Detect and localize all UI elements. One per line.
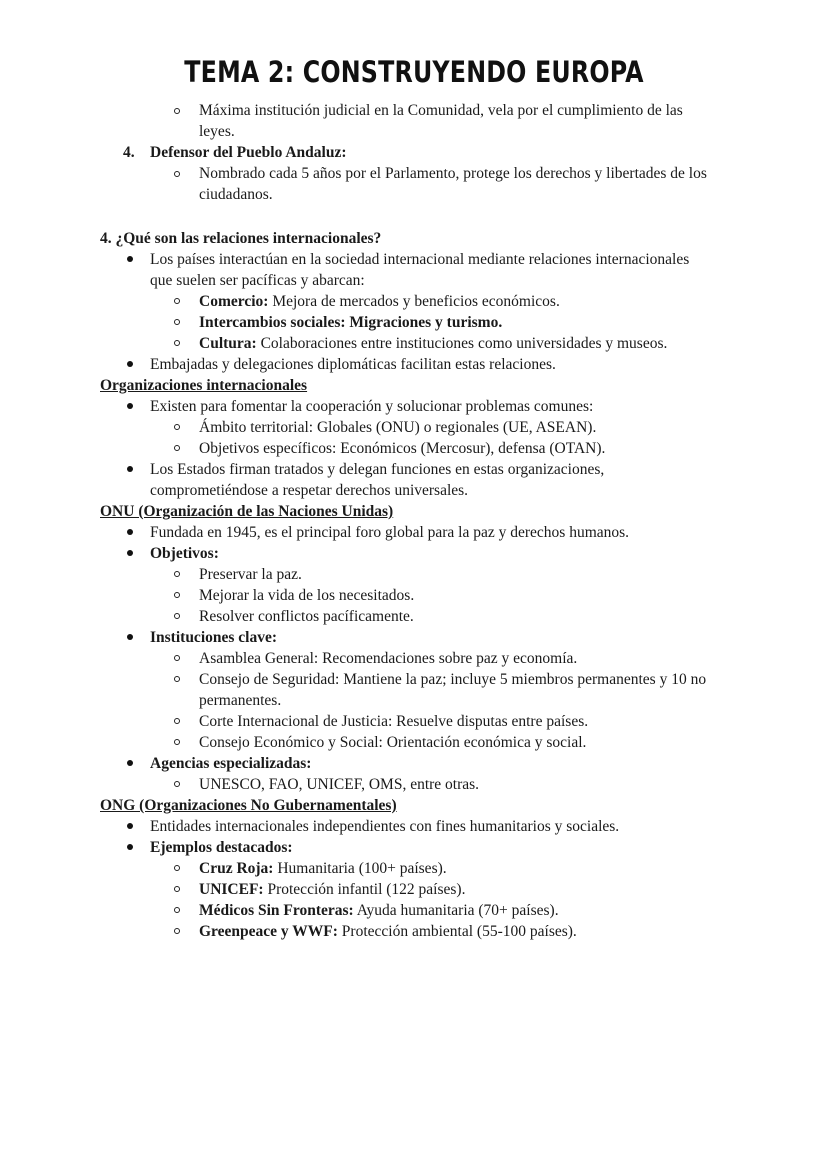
circle-bullet — [174, 718, 180, 724]
list-item-title: Agencias especializadas: — [150, 755, 312, 772]
text-line: Máxima institución judicial en la Comunidad, vela por el cumplimiento de las — [199, 102, 683, 119]
list-item — [199, 333, 667, 354]
text-line: Nombrado cada 5 años por el Parlamento, protege los derechos y libertades de los — [199, 165, 707, 182]
text-line: permanentes. — [199, 692, 282, 709]
list-item: Mejorar la vida de los necesitados. — [199, 587, 415, 604]
item-label: Cultura: — [199, 335, 257, 352]
disc-bullet — [127, 823, 133, 829]
item-text: Protección infantil (122 países). — [263, 881, 466, 898]
section-heading: ONU (Organización de las Naciones Unidas) — [100, 503, 394, 520]
list-item: Objetivos específicos: Económicos (Mercosur), defensa (OTAN). — [199, 440, 606, 457]
item-label: UNICEF: — [199, 881, 264, 898]
text-line: comprometiéndose a respetar derechos universales. — [150, 482, 469, 499]
section-heading: ONG (Organizaciones No Gubernamentales) — [100, 797, 397, 814]
text-line: Los países interactúan en la sociedad internacional mediante relaciones internacionales — [150, 251, 690, 268]
disc-bullet — [127, 256, 133, 262]
list-item: Consejo Económico y Social: Orientación económica y social. — [199, 734, 587, 751]
circle-bullet — [174, 613, 180, 619]
item-label: Cruz Roja: — [199, 860, 274, 877]
list-item-title: Ejemplos destacados: — [150, 839, 293, 856]
list-number: 4. — [123, 144, 135, 161]
disc-bullet — [127, 634, 133, 640]
page-title: TEMA 2: CONSTRUYENDO EUROPA — [184, 55, 644, 89]
list-item: Consejo de Seguridad: Mantiene la paz; incluye 5 miembros permanentes y 10 no — [199, 671, 707, 688]
text-line: Fundada en 1945, es el principal foro global para la paz y derechos humanos. — [150, 524, 630, 541]
list-item: Intercambios sociales: Migraciones y turismo. — [199, 314, 503, 331]
circle-bullet — [174, 340, 180, 346]
item-text: Colaboraciones entre instituciones como universidades y museos. — [256, 335, 668, 352]
disc-bullet — [127, 466, 133, 472]
circle-bullet — [174, 907, 180, 913]
text-line: ciudadanos. — [199, 186, 273, 203]
list-item — [199, 879, 465, 900]
list-item-title: Defensor del Pueblo Andaluz: — [150, 144, 347, 161]
circle-bullet — [174, 298, 180, 304]
circle-bullet — [174, 571, 180, 577]
circle-bullet — [174, 781, 180, 787]
circle-bullet — [174, 424, 180, 430]
circle-bullet — [174, 865, 180, 871]
list-item — [199, 291, 560, 312]
circle-bullet — [174, 886, 180, 892]
list-item-title: Objetivos: — [150, 545, 219, 562]
text-line: Embajadas y delegaciones diplomáticas facilitan estas relaciones. — [150, 356, 556, 373]
disc-bullet — [127, 844, 133, 850]
text-line: que suelen ser pacíficas y abarcan: — [150, 272, 365, 289]
disc-bullet — [127, 550, 133, 556]
item-text: Ayuda humanitaria (70+ países). — [353, 902, 559, 919]
circle-bullet — [174, 739, 180, 745]
list-item-title: Instituciones clave: — [150, 629, 278, 646]
disc-bullet — [127, 403, 133, 409]
item-label: Comercio: — [199, 293, 269, 310]
list-item: Asamblea General: Recomendaciones sobre paz y economía. — [199, 650, 578, 667]
circle-bullet — [174, 319, 180, 325]
list-item: UNESCO, FAO, UNICEF, OMS, entre otras. — [199, 776, 480, 793]
list-item — [199, 900, 559, 921]
circle-bullet — [174, 445, 180, 451]
text-line: leyes. — [199, 123, 235, 140]
circle-bullet — [174, 592, 180, 598]
list-item: Ámbito territorial: Globales (ONU) o regionales (UE, ASEAN). — [199, 419, 597, 436]
item-label: Médicos Sin Fronteras: — [199, 902, 354, 919]
item-text: Mejora de mercados y beneficios económicos. — [268, 293, 560, 310]
item-text: Humanitaria (100+ países). — [273, 860, 447, 877]
circle-bullet — [174, 928, 180, 934]
list-item — [199, 858, 447, 879]
disc-bullet — [127, 760, 133, 766]
list-item — [199, 921, 577, 942]
text-line: Entidades internacionales independientes con fines humanitarios y sociales. — [150, 818, 620, 835]
list-item: Preservar la paz. — [199, 566, 302, 583]
item-text: Protección ambiental (55-100 países). — [337, 923, 577, 940]
text-line: Los Estados firman tratados y delegan funciones en estas organizaciones, — [150, 461, 605, 478]
circle-bullet — [174, 108, 180, 114]
section-heading: Organizaciones internacionales — [100, 377, 308, 394]
item-label: Greenpeace y WWF: — [199, 923, 338, 940]
section-heading: 4. ¿Qué son las relaciones internacionales? — [100, 230, 382, 247]
disc-bullet — [127, 529, 133, 535]
text-line: Existen para fomentar la cooperación y solucionar problemas comunes: — [150, 398, 594, 415]
circle-bullet — [174, 171, 180, 177]
disc-bullet — [127, 361, 133, 367]
circle-bullet — [174, 676, 180, 682]
list-item: Corte Internacional de Justicia: Resuelve disputas entre países. — [199, 713, 589, 730]
circle-bullet — [174, 655, 180, 661]
list-item: Resolver conflictos pacíficamente. — [199, 608, 414, 625]
